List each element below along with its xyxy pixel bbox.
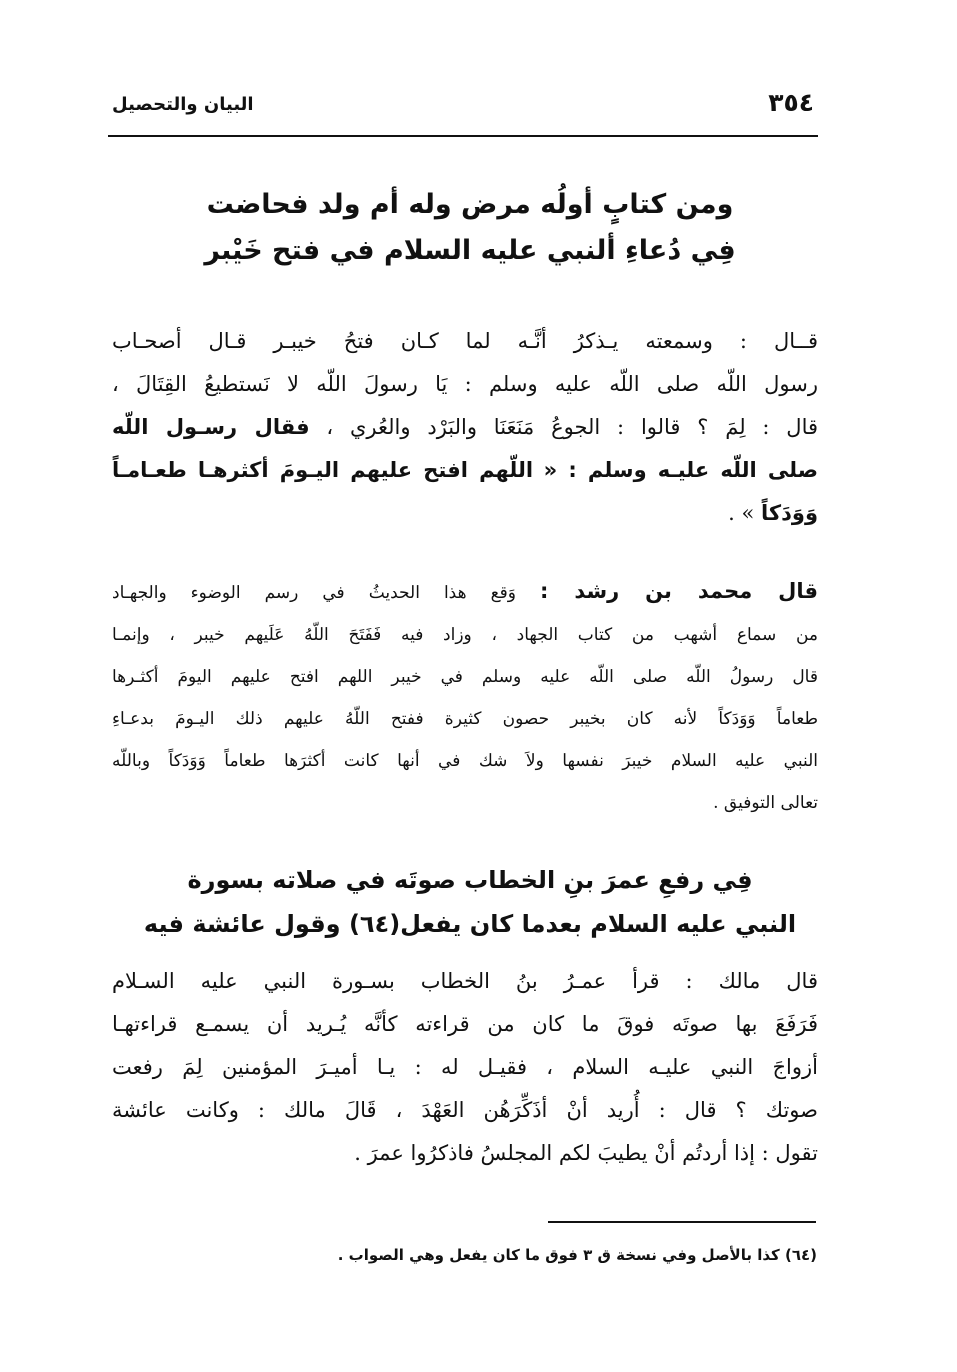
paragraph-line: رسول اللّه صلى اللّه عليه وسلم : يَا رسولَ اللّه لا نَستطيعُ القِتَالَ ، <box>112 372 818 396</box>
paragraph-line: طعاماً وَوَدَكاً لأنه كان بخيبر حصون كثيرة ففتح اللّهُ عليهم ذلك اليـومَ بدعـاءِ <box>112 709 818 729</box>
paragraph-segment: قال : لِمَ ؟ قالوا : الجوعُ مَنَعَنَا والبَرْد والعُري ، <box>326 415 819 439</box>
paragraph-line: تقول : إذا أردتُم أنْ يطيبَ لكم المجلسُ فاذكرُوا عمرَ . <box>354 1141 818 1165</box>
paragraph-line: أزواجَ النبي عليـه السلام ، فقيـل له : يـا أميـرَ المؤمنين لِمَ رفعت <box>112 1055 818 1079</box>
paragraph-line: قال مالك : قرأ عمـرُ بنُ الخطاب بسـورة النبي عليه السـلام <box>112 969 818 993</box>
section-2-paragraph <box>112 570 818 824</box>
paragraph-line: صوتك ؟ قال : أُريد أنْ أذَكِّرَهُن العَهْدَ ، قَالَ مالك : وكانت عائشة <box>112 1098 818 1122</box>
page-header <box>108 88 818 128</box>
paragraph-line: النبي عليه السلام خيبرَ نفسها ولاَ شك في أنها كانت أكثرَها طعاماً وَوَدَكاً وباللّه <box>112 751 818 771</box>
section-3-heading <box>120 858 820 946</box>
paragraph-line: فَرَفَعَ بها صوتَه فوقَ ما كان من قراءته كأنَّه يُـريد أن يسمـع قراءتهـا <box>112 1012 818 1036</box>
paragraph-line <box>112 449 818 492</box>
paragraph-line <box>112 406 818 449</box>
paragraph-lead: قال محمد بن رشد : <box>540 579 818 603</box>
paragraph-line: من سماع أشهب من كتاب الجهاد ، وزاد فيه فَفَتَحَ اللّهُ عَلَيهم خيبر ، وإنمـا <box>112 625 818 645</box>
paragraph-line <box>112 492 818 535</box>
paragraph-line: قــال : وسمعته يـذكرُ أنَّـه لما كـان فتحُ خيبـر قـال أصحـاب <box>112 329 818 353</box>
paragraph-line: قال رسولُ اللّه صلى اللّه عليه وسلم في خيبر اللهم افتح عليهم اليومَ أكثـرها <box>112 667 818 687</box>
paragraph-line <box>112 570 818 614</box>
section-1-heading <box>120 182 820 274</box>
hadith-quote-end: وَوَدَكاً <box>761 501 818 525</box>
heading-line: ومن كتابٍ أولُه مرض وله أم ولد فحاضت <box>206 189 734 220</box>
paragraph-segment: » . <box>728 501 755 525</box>
section-3-paragraph <box>112 960 818 1175</box>
running-title: البيان والتحصيل <box>112 94 254 115</box>
heading-line: النبي عليه السلام بعدما كان يفعل(٦٤) وقول عائشة فيه <box>143 910 797 938</box>
footnote: (٦٤) كذا بالأصل وفي نسخة ق ٣ فوق ما كان يفعل وهي الصواب . <box>337 1246 817 1264</box>
header-rule <box>108 135 818 137</box>
page-number: ٣٥٤ <box>768 88 814 117</box>
heading-line: فِي رفعِ عمرَ بنِ الخطاب صوتَه في صلاته بسورة <box>187 866 753 894</box>
hadith-quote: اللّهم افتح عليهم اليـومَ أكثرهـا طعـامـاً <box>112 458 534 482</box>
section-1-paragraph <box>112 320 818 535</box>
paragraph-segment: وَقع هذا الحديثُ في رسم الوضوء والجهـاد <box>112 583 516 603</box>
paragraph-segment-bold: صلى اللّه عليـه وسلم : « <box>543 458 819 482</box>
paragraph-line: تعالى التوفيق . <box>713 793 818 813</box>
footnote-rule <box>548 1221 816 1223</box>
paragraph-segment-bold: فقال رسـول اللّه <box>112 415 310 439</box>
heading-line: فِي دُعاءِ ألنبي عليه السلام في فتح خَيْبر <box>204 235 736 266</box>
